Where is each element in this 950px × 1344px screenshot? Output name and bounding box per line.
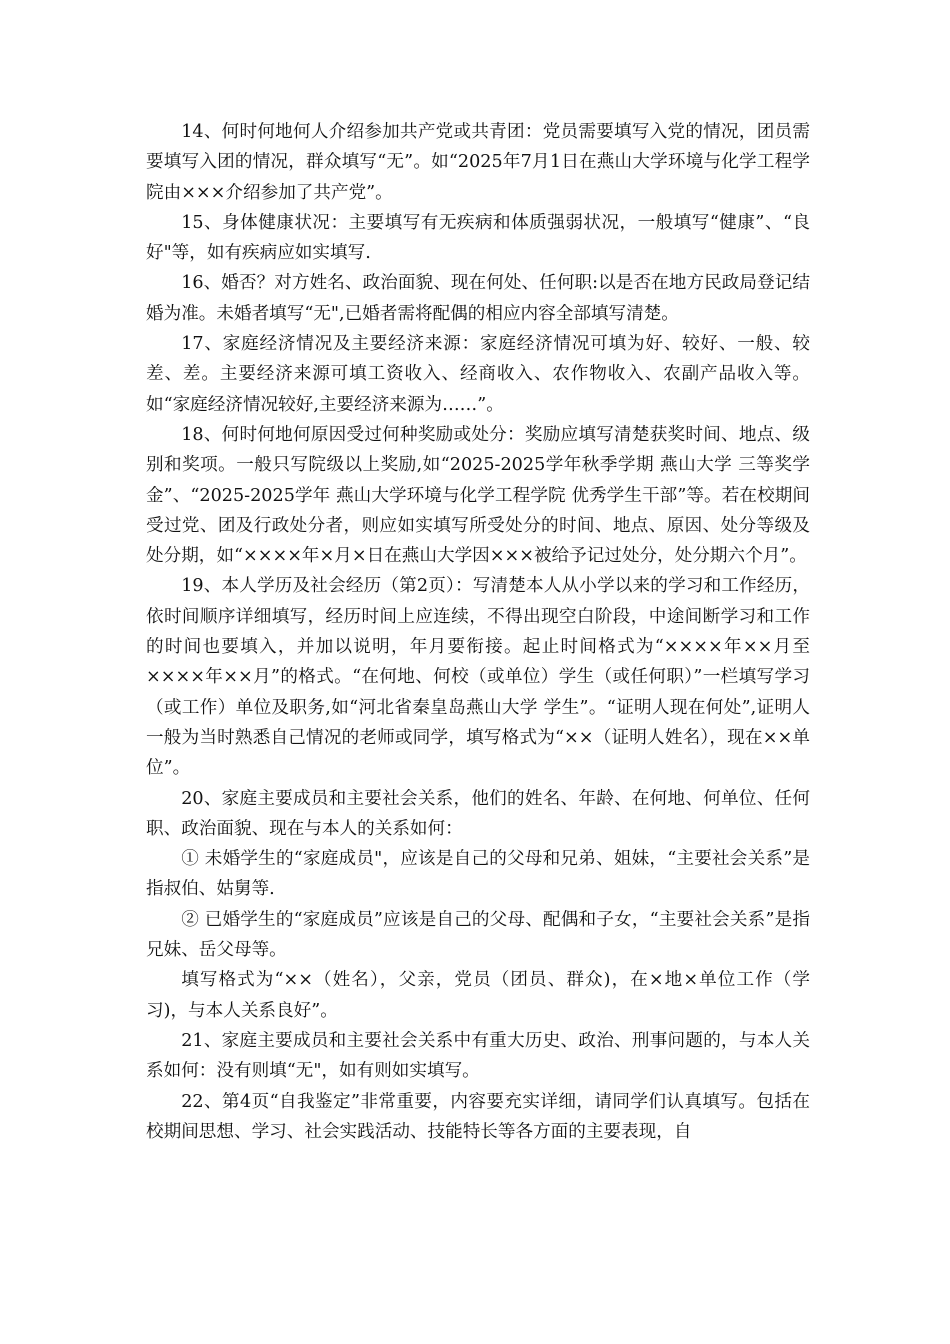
paragraph-18: 18、何时何地何原因受过何种奖励或处分：奖励应填写清楚获奖时间、地点、级别和奖项。一般只写院级以上奖励,如“2025-2025学年秋季学期 燕山大学 三等奖学金”、“2025-2025学年 燕山大学环境与化学工程学院 优秀学生干部”等。若在校期间受过党、团及行政处分者，则应如实填写所受处分的时间、地点、原因、处分等级及处分期，如“××××年×月×日在燕山大学因×××被给予记过处分，处分期六个月”。	[146, 424, 810, 567]
paragraph-20: 20、家庭主要成员和主要社会关系，他们的姓名、年龄、在何地、何单位、任何职、政治面貌、现在与本人的关系如何：	[146, 788, 810, 839]
paragraph-17: 17、家庭经济情况及主要经济来源：家庭经济情况可填为好、较好、一般、较差、差。主要经济来源可填工资收入、经商收入、农作物收入、农副产品收入等。如“家庭经济情况较好,主要经济来源为……”。	[146, 334, 810, 415]
paragraph-15: 15、身体健康状况：主要填写有无疾病和体质强弱状况，一般填写“健康”、“良好"等，如有疾病应如实填写.	[146, 212, 810, 264]
paragraph-19: 19、本人学历及社会经历（第2页）：写清楚本人从小学以来的学习和工作经历，依时间顺序详细填写，经历时间上应连续，不得出现空白阶段，中途间断学习和工作的时间也要填入，并加以说明，年月要衔接。起止时间格式为“××××年××月至××××年××月”的格式。“在何地、何校（或单位）学生（或任何职）”一栏填写学习（或工作）单位及职务,如“河北省秦皇岛燕山大学 学生”。“证明人现在何处”,证明人一般为当时熟悉自己情况的老师或同学，填写格式为“××（证明人姓名），现在××单位”。	[146, 576, 810, 779]
paragraph-20-format: 填写格式为“××（姓名），父亲，党员（团员、群众)，在×地×单位工作（学习)，与本人关系良好”。	[146, 970, 810, 1021]
paragraph-20-item-2: ② 已婚学生的“家庭成员”应该是自己的父母、配偶和子女，“主要社会关系”是指兄妹、岳父母等。	[146, 909, 810, 961]
paragraph-20-item-1: ① 未婚学生的“家庭成员"，应该是自己的父母和兄弟、姐妹，“主要社会关系”是指叔伯、姑舅等.	[146, 849, 810, 900]
paragraph-16: 16、婚否？对方姓名、政治面貌、现在何处、任何职:以是否在地方民政局登记结婚为准。未婚者填写“无",已婚者需将配偶的相应内容全部填写清楚。	[146, 273, 810, 324]
paragraph-21: 21、家庭主要成员和主要社会关系中有重大历史、政治、刑事问题的，与本人关系如何：没有则填“无"，如有则如实填写。	[146, 1030, 810, 1082]
paragraph-14: 14、何时何地何人介绍参加共产党或共青团：党员需要填写入党的情况，团员需要填写入团的情况，群众填写“无”。如“2025年7月1日在燕山大学环境与化学工程学院由×××介绍参加了共产党”。	[146, 122, 810, 203]
document-page	[146, 117, 810, 1147]
paragraph-22: 22、第4页“自我鉴定”非常重要，内容要充实详细，请同学们认真填写。包括在校期间思想、学习、社会实践活动、技能特长等各方面的主要表现，自	[146, 1091, 810, 1142]
